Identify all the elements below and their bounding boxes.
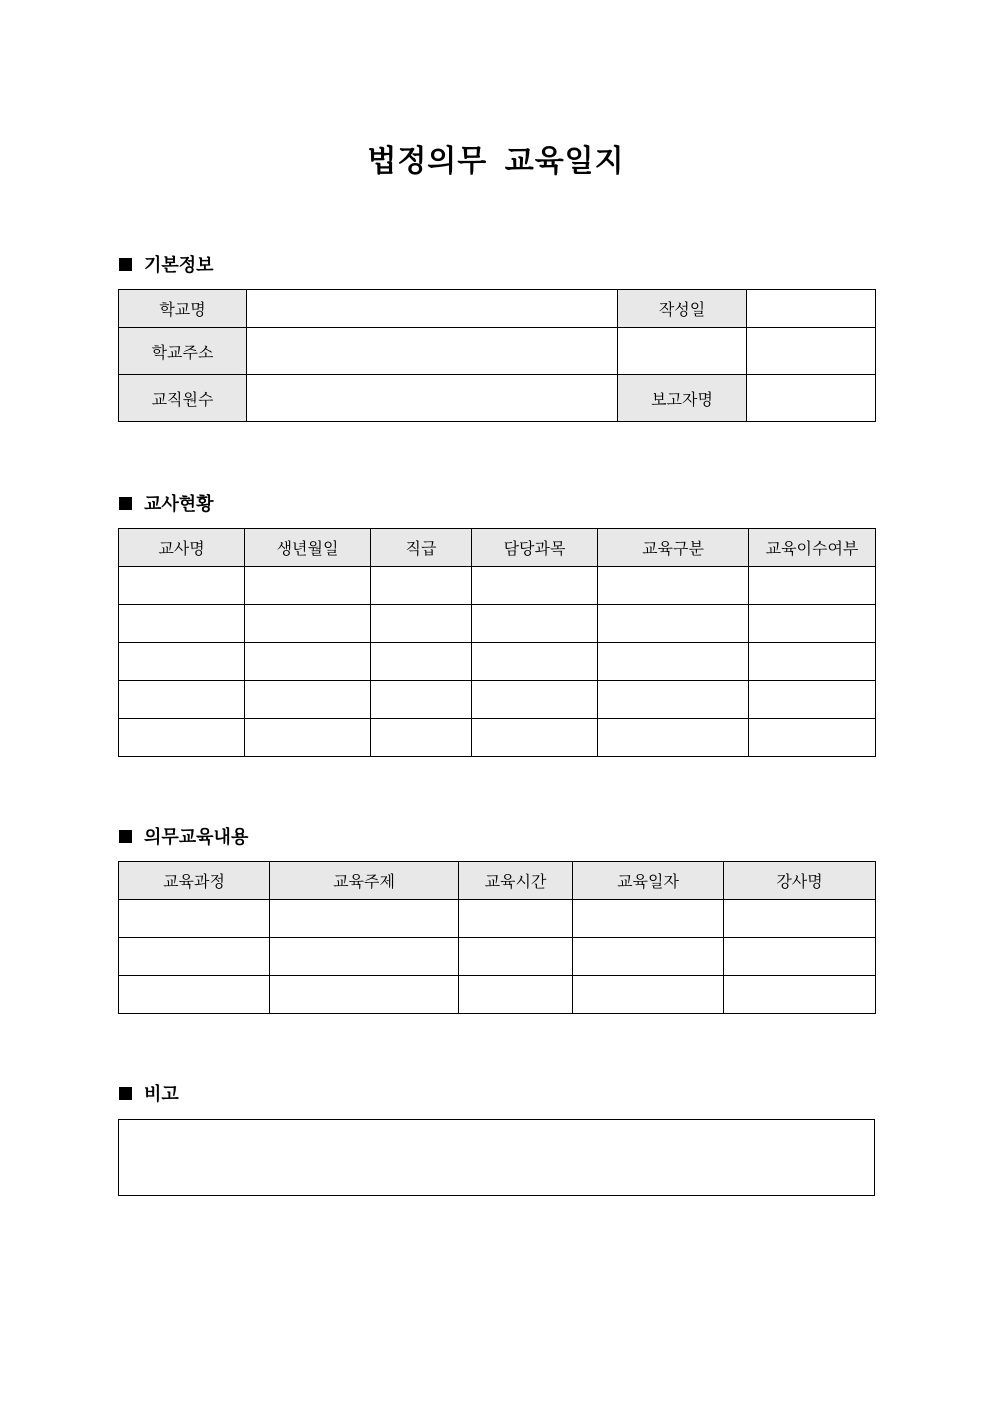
date-label: 작성일	[618, 290, 747, 328]
table-cell[interactable]	[472, 567, 598, 605]
basic-info-table	[118, 289, 876, 422]
table-cell[interactable]	[472, 681, 598, 719]
table-cell[interactable]	[598, 681, 749, 719]
table-row	[119, 681, 876, 719]
school-address-extra-field[interactable]	[618, 328, 747, 375]
column-header: 교육구분	[598, 529, 749, 567]
table-cell[interactable]	[245, 605, 371, 643]
reporter-label: 보고자명	[618, 375, 747, 422]
table-cell[interactable]	[270, 938, 459, 976]
table-cell[interactable]	[371, 719, 472, 757]
table-cell[interactable]	[119, 976, 270, 1014]
table-cell[interactable]	[459, 938, 573, 976]
table-cell[interactable]	[119, 681, 245, 719]
black-square-icon	[119, 1087, 132, 1100]
table-row	[119, 643, 876, 681]
column-header: 직급	[371, 529, 472, 567]
date-field[interactable]	[747, 290, 876, 328]
school-name-label: 학교명	[119, 290, 247, 328]
column-header: 교육과정	[119, 862, 270, 900]
column-header: 교육이수여부	[749, 529, 876, 567]
table-cell[interactable]	[245, 681, 371, 719]
table-cell[interactable]	[749, 719, 876, 757]
section-heading-basic-info	[119, 252, 214, 276]
teachers-header-row	[119, 529, 876, 567]
column-header: 담당과목	[472, 529, 598, 567]
table-row	[119, 900, 876, 938]
table-cell[interactable]	[472, 643, 598, 681]
table-cell[interactable]	[459, 976, 573, 1014]
table-cell[interactable]	[270, 976, 459, 1014]
table-row	[119, 719, 876, 757]
table-cell[interactable]	[749, 605, 876, 643]
remarks-field[interactable]	[118, 1119, 875, 1196]
table-cell[interactable]	[371, 643, 472, 681]
table-cell[interactable]	[270, 900, 459, 938]
section-heading-label: 기본정보	[144, 255, 214, 276]
section-heading-label: 의무교육내용	[144, 827, 249, 848]
table-cell[interactable]	[119, 643, 245, 681]
table-cell[interactable]	[371, 567, 472, 605]
column-header: 교육일자	[573, 862, 724, 900]
table-cell[interactable]	[119, 567, 245, 605]
table-cell[interactable]	[245, 567, 371, 605]
section-heading-remarks	[119, 1081, 179, 1105]
column-header: 생년월일	[245, 529, 371, 567]
table-cell[interactable]	[749, 567, 876, 605]
school-address-extra-field-2[interactable]	[747, 328, 876, 375]
section-heading-label: 비고	[144, 1084, 179, 1105]
table-cell[interactable]	[749, 643, 876, 681]
staff-count-field[interactable]	[247, 375, 618, 422]
section-heading-education	[119, 824, 248, 848]
education-table	[118, 861, 876, 1014]
reporter-field[interactable]	[747, 375, 876, 422]
education-header-row	[119, 862, 876, 900]
table-cell[interactable]	[598, 567, 749, 605]
table-cell[interactable]	[573, 938, 724, 976]
teachers-table	[118, 528, 876, 757]
table-cell[interactable]	[573, 900, 724, 938]
table-cell[interactable]	[472, 605, 598, 643]
section-heading-label: 교사현황	[144, 494, 214, 515]
column-header: 교사명	[119, 529, 245, 567]
table-cell[interactable]	[598, 643, 749, 681]
school-address-label: 학교주소	[119, 328, 247, 375]
table-cell[interactable]	[245, 643, 371, 681]
table-cell[interactable]	[598, 605, 749, 643]
section-heading-teachers	[119, 491, 214, 515]
school-name-field[interactable]	[247, 290, 618, 328]
table-cell[interactable]	[371, 681, 472, 719]
staff-count-label: 교직원수	[119, 375, 247, 422]
table-cell[interactable]	[724, 938, 876, 976]
table-cell[interactable]	[749, 681, 876, 719]
table-row	[119, 938, 876, 976]
table-cell[interactable]	[119, 938, 270, 976]
table-cell[interactable]	[245, 719, 371, 757]
table-row	[119, 605, 876, 643]
table-cell[interactable]	[119, 719, 245, 757]
table-cell[interactable]	[724, 900, 876, 938]
table-cell[interactable]	[472, 719, 598, 757]
school-address-field[interactable]	[247, 328, 618, 375]
table-cell[interactable]	[371, 605, 472, 643]
table-cell[interactable]	[573, 976, 724, 1014]
column-header: 교육주제	[270, 862, 459, 900]
page-title: 법정의무 교육일지	[367, 144, 625, 179]
black-square-icon	[119, 258, 132, 271]
table-cell[interactable]	[724, 976, 876, 1014]
table-cell[interactable]	[119, 900, 270, 938]
column-header: 강사명	[724, 862, 876, 900]
table-row	[119, 976, 876, 1014]
table-cell[interactable]	[119, 605, 245, 643]
table-cell[interactable]	[598, 719, 749, 757]
column-header: 교육시간	[459, 862, 573, 900]
black-square-icon	[119, 830, 132, 843]
black-square-icon	[119, 497, 132, 510]
table-row	[119, 567, 876, 605]
table-cell[interactable]	[459, 900, 573, 938]
